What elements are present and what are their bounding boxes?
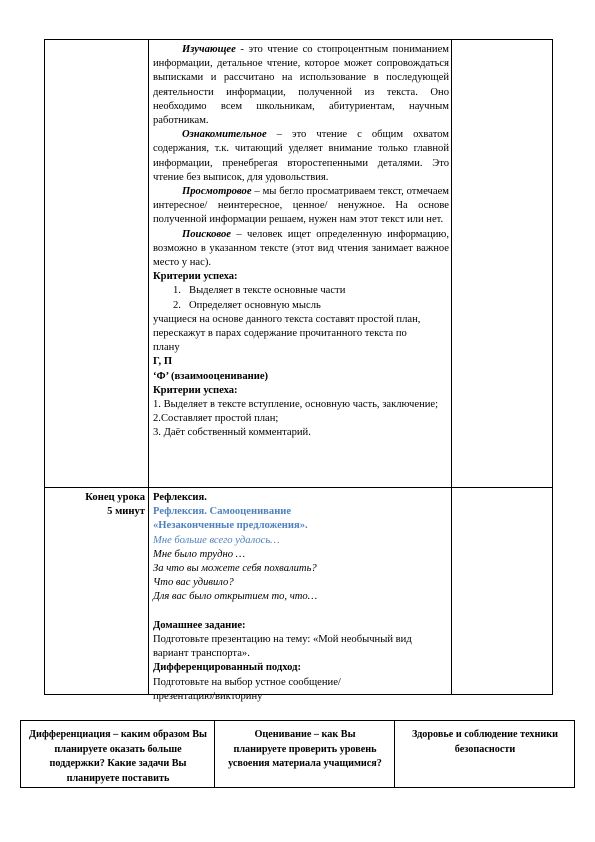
criteria-title: Критерии успеха:	[153, 384, 238, 396]
column-divider	[451, 40, 452, 694]
self-assessment-title: Рефлексия. Самооценивание	[153, 506, 292, 518]
unfinished-sentences-title: «Незаконченные предложения».	[153, 520, 308, 532]
term-label: Поисковое	[182, 228, 231, 240]
list-item: 1. Выделяет в тексте основные части	[173, 285, 346, 297]
column-divider	[148, 40, 149, 694]
reflection-cell	[153, 491, 449, 704]
stage-duration: 5 минут	[107, 506, 145, 518]
term-label: Ознакомительное	[182, 129, 267, 141]
differentiated-title: Дифференцированный подход:	[153, 662, 302, 674]
reading-types-cell	[153, 43, 449, 441]
reading-type-skimming	[153, 185, 449, 228]
reflection-title: Рефлексия.	[153, 492, 207, 503]
lesson-plan-table	[44, 39, 553, 702]
list-item: 1. Выделяет в тексте вступление, основную часть, заключение;	[153, 399, 439, 411]
sentence-starter: Что вас удивило?	[153, 577, 234, 589]
peer-assessment-label: ‘Ф’ (взаимооценивание)	[153, 370, 269, 382]
term-label: Просмотровое	[182, 186, 252, 198]
term-definition: – человек ищет определенную информацию, возможно в указанном тексте (этот вид чтения занимает важное место у нас).	[153, 228, 449, 269]
list-item: 2. Определяет основную мысль	[173, 299, 321, 311]
sentence-starter: Мне больше всего удалось…	[153, 534, 280, 546]
term-definition: – это чтение с общим охватом содержания, т.к. читающий уделяет внимание только главной информации, пренебрегая второстепенными деталями. Это чтение без выписок, для удовольствия.	[153, 129, 449, 183]
differentiation-header: Дифференциация – каким образом Вы планируете оказать больше поддержки? Какие задачи Вы планируете поставить	[29, 729, 207, 784]
reading-type-studying	[153, 43, 449, 128]
column-divider	[394, 721, 395, 787]
task-text: учащиеся на основе данного текста составят простой план, перескажут в парах содержание прочитанного текста по плану	[153, 313, 421, 354]
stage-cell	[49, 491, 145, 519]
term-definition: - это чтение со стопроцентным пониманием информации, детальное чтение, которое может сопровождаться выписками и рассчитано на использование в последующей деятельности информации, полученной из текста. Оно необходимо всем школьникам, абитуриентам, научным работникам.	[153, 44, 449, 127]
criteria-title: Критерии успеха:	[153, 271, 238, 283]
differentiated-text: Подготовьте на выбор устное сообщение/презентацию/викторину	[153, 676, 341, 702]
row-divider	[45, 487, 552, 488]
assessment-header: Оценивание – как Вы планируете проверить уровень усвоения материала учащимися?	[228, 729, 382, 770]
group-marker: Г, П	[153, 356, 173, 368]
sentence-starter: Для вас было открытием то, что…	[153, 591, 318, 603]
health-safety-header: Здоровье и соблюдение техники безопасности	[411, 729, 558, 755]
list-item: 2.Составляет простой план;	[153, 413, 279, 425]
column-divider	[214, 721, 215, 787]
footer-table	[20, 720, 575, 788]
sentence-starter: За что вы можете себя похвалить?	[153, 563, 317, 575]
sentence-starter: Мне было трудно …	[153, 548, 246, 560]
term-definition: – мы бегло просматриваем текст, отмечаем интересное/ неинтересное, ценное/ ненужное. На основе полученной информации решаем, нужен нам этот текст или нет.	[153, 186, 449, 226]
list-item: 3. Даёт собственный комментарий.	[153, 427, 311, 439]
homework-title: Домашнее задание:	[153, 619, 246, 631]
homework-text: Подготовьте презентацию на тему: «Мой необычный вид вариант транспорта».	[153, 634, 412, 660]
reading-type-searching	[153, 228, 449, 271]
term-label: Изучающее	[182, 44, 236, 55]
reading-type-introductory	[153, 128, 449, 185]
stage-title: Конец урока	[85, 492, 145, 503]
